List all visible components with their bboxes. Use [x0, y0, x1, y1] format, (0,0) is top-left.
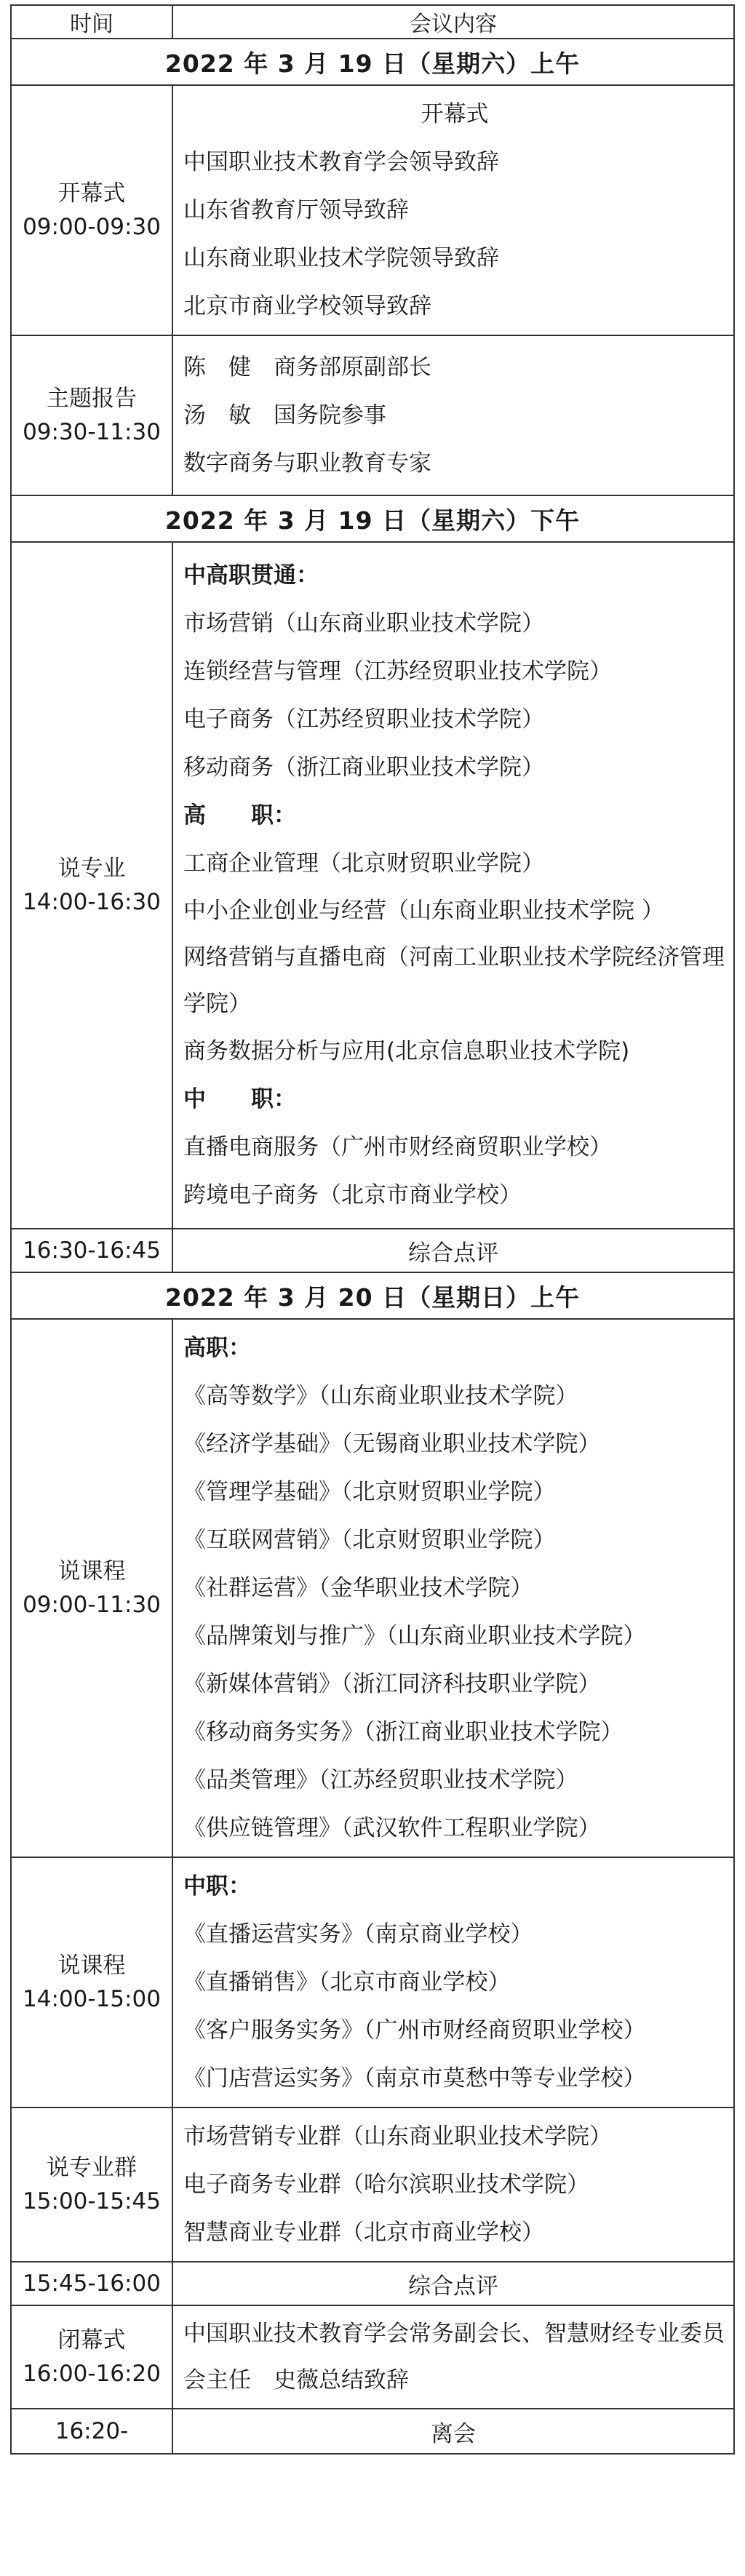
session-time-range: 14:00-16:30 — [23, 889, 161, 915]
content-line: 《经济学基础》（无锡商业职业技术学院） — [183, 1431, 601, 1457]
session-name: 闭幕式 — [57, 2327, 126, 2353]
content-line: 中国职业技术教育学会常务副会长、智慧财经专业委员会主任 史薇总结致辞 — [183, 2321, 725, 2393]
session-time — [11, 2409, 172, 2454]
content-line: 《直播运营实务》（南京商业学校） — [183, 1921, 533, 1947]
day-row — [11, 39, 734, 85]
content-line: 市场营销专业群（山东商业职业技术学院） — [183, 2124, 612, 2150]
session-time-range: 15:00-15:45 — [23, 2188, 161, 2214]
session-time-range: 14:00-15:00 — [23, 1986, 161, 2012]
day-row — [11, 1272, 734, 1319]
content-line: 《客户服务实务》（广州市财经商贸职业学校） — [183, 2017, 646, 2043]
content-line: 市场营销（山东商业职业技术学院） — [183, 610, 544, 637]
session-time — [11, 2108, 172, 2262]
content-line: 高 职： — [183, 802, 296, 829]
header-content: 会议内容 — [172, 5, 734, 39]
content-line: 《门店营运实务》（南京市莫愁中等专业学校） — [183, 2065, 646, 2091]
content-line: 《移动商务实务》（浙江商业职业技术学院） — [183, 1719, 624, 1745]
session-row — [11, 2409, 734, 2454]
session-name: 说课程 — [57, 1953, 126, 1979]
session-time-range: 16:00-16:20 — [23, 2361, 161, 2387]
content-line: 电子商务专业群（哈尔滨职业技术学院） — [183, 2172, 589, 2198]
content-line: 开幕式 — [421, 101, 489, 127]
content-line: 商务数据分析与应用(北京信息职业技术学院) — [183, 1038, 630, 1064]
session-time — [11, 2305, 172, 2409]
session-row — [11, 542, 734, 1229]
session-row — [11, 85, 734, 335]
session-row — [11, 2108, 734, 2262]
session-name: 主题报告 — [47, 386, 137, 412]
session-content — [172, 542, 734, 1229]
session-time — [11, 2262, 172, 2305]
content-line: 跨境电子商务（北京市商业学校） — [183, 1182, 522, 1208]
session-time — [11, 1229, 172, 1272]
session-name: 16:30-16:45 — [23, 1237, 161, 1264]
content-line: 《供应链管理》（武汉软件工程职业学院） — [183, 1815, 601, 1841]
session-row — [11, 2262, 734, 2305]
session-time-range: 09:00-11:30 — [23, 1592, 161, 1618]
session-name: 16:20- — [55, 2418, 129, 2444]
session-name: 15:45-16:00 — [23, 2270, 161, 2297]
content-line: 智慧商业专业群（北京市商业学校） — [183, 2220, 544, 2246]
content-line: 连锁经营与管理（江苏经贸职业技术学院） — [183, 658, 612, 685]
session-name: 说课程 — [57, 1558, 126, 1584]
content-line: 北京市商业学校领导致辞 — [183, 293, 431, 319]
content-line: 《互联网营销》（北京财贸职业学院） — [183, 1527, 556, 1553]
session-content — [172, 1319, 734, 1857]
session-content — [172, 2108, 734, 2262]
content-line: 《新媒体营销》（浙江同济科技职业学院） — [183, 1671, 601, 1697]
session-name: 说专业群 — [47, 2155, 137, 2181]
content-line: 《品类管理》（江苏经贸职业技术学院） — [183, 1767, 578, 1793]
content-line: 《高等数学》（山东商业职业技术学院） — [183, 1383, 578, 1409]
content-line: 高职： — [183, 1335, 251, 1361]
session-row — [11, 1319, 734, 1857]
content-line: 移动商务（浙江商业职业技术学院） — [183, 754, 544, 781]
day-title: 2022 年 3 月 20 日（星期日）上午 — [11, 1272, 734, 1319]
session-time-range: 09:30-11:30 — [23, 419, 161, 445]
schedule-body — [11, 39, 734, 2454]
session-time-range: 09:00-09:30 — [23, 214, 161, 240]
session-content — [172, 2305, 734, 2409]
session-row — [11, 1857, 734, 2108]
session-content — [172, 1857, 734, 2108]
content-line: 电子商务（江苏经贸职业技术学院） — [183, 706, 544, 733]
session-content-single: 综合点评 — [172, 2262, 734, 2305]
content-line: 中小企业创业与经营（山东商业职业技术学院 ） — [183, 898, 664, 924]
session-name: 开幕式 — [57, 180, 126, 207]
content-line: 中职： — [183, 1873, 251, 1899]
day-title: 2022 年 3 月 19 日（星期六）上午 — [11, 39, 734, 85]
content-line: 中高职贯通： — [183, 562, 319, 589]
content-line: 网络营销与直播电商（河南工业职业技术学院经济管理学院） — [183, 944, 725, 1017]
session-content-single: 综合点评 — [172, 1229, 734, 1272]
day-title: 2022 年 3 月 19 日（星期六）下午 — [11, 495, 734, 542]
session-row — [11, 1229, 734, 1272]
header-row — [11, 5, 734, 39]
day-row — [11, 495, 734, 542]
session-time — [11, 542, 172, 1229]
session-name: 说专业 — [57, 856, 126, 882]
content-line: 《品牌策划与推广》（山东商业职业技术学院） — [183, 1623, 646, 1649]
session-content — [172, 335, 734, 495]
session-row — [11, 2305, 734, 2409]
content-line: 陈 健 商务部原副部长 — [183, 354, 431, 380]
session-time — [11, 1857, 172, 2108]
content-line: 直播电商服务（广州市财经商贸职业学校） — [183, 1134, 612, 1160]
session-content — [172, 85, 734, 335]
content-line: 数字商务与职业教育专家 — [183, 450, 431, 476]
session-content-single: 离会 — [172, 2409, 734, 2454]
content-line: 中 职： — [183, 1086, 296, 1112]
session-time — [11, 335, 172, 495]
content-line: 汤 敏 国务院参事 — [183, 402, 386, 428]
session-time — [11, 1319, 172, 1857]
header-time: 时间 — [11, 5, 172, 39]
content-line: 山东商业职业技术学院领导致辞 — [183, 245, 499, 271]
content-line: 《管理学基础》（北京财贸职业学院） — [183, 1479, 556, 1505]
content-line: 山东省教育厅领导致辞 — [183, 197, 409, 223]
content-line: 《直播销售》（北京市商业学校） — [183, 1969, 511, 1995]
schedule-table — [10, 4, 735, 2455]
session-time — [11, 85, 172, 335]
content-line: 中国职业技术教育学会领导致辞 — [183, 149, 499, 175]
content-line: 工商企业管理（北京财贸职业学院） — [183, 850, 544, 877]
content-line: 《社群运营》（金华职业技术学院） — [183, 1575, 533, 1601]
session-row — [11, 335, 734, 495]
schedule-sheet — [10, 4, 735, 2455]
